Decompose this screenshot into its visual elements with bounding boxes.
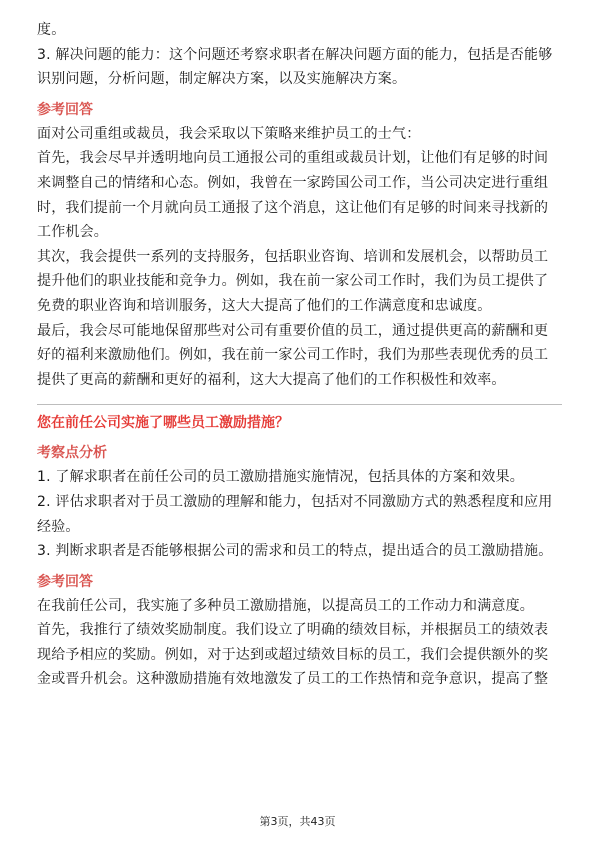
continued-text: 度。	[37, 22, 66, 38]
text-line: 工作机会。	[37, 224, 108, 241]
text-line: 首先，我推行了绩效奖励制度。我们设立了明确的绩效目标，并根据员工的绩效表	[37, 622, 549, 639]
text-line: 面对公司重组或裁员，我会采取以下策略来维护员工的士气：	[37, 125, 421, 142]
text-line: 最后，我会尽可能地保留那些对公司有重要价值的员工，通过提供更高的薪酬和更	[37, 322, 549, 339]
text-line: 首先，我会尽早并透明地向员工通报公司的重组或裁员计划，让他们有足够的时间	[37, 150, 549, 167]
text-line: 3. 解决问题的能力：这个问题还考察求职者在解决问题方面的能力，包括是否能够	[37, 46, 553, 63]
text-line: 提升他们的职业技能和竞争力。例如，我在前一家公司工作时，我们为员工提供了	[37, 273, 549, 290]
text-line: 1. 了解求职者在前任公司的员工激励措施实施情况，包括具体的方案和效果。	[37, 469, 525, 486]
text-line: 识别问题，分析问题，制定解决方案，以及实施解决方案。	[37, 71, 407, 88]
question-heading: 您在前任公司实施了哪些员工激励措施？	[37, 415, 289, 432]
answer-body-2	[37, 594, 562, 692]
text-line: 好的福利来激励他们。例如，我在前一家公司工作时，我们为那些表现优秀的员工	[37, 347, 549, 364]
text-line: 金或晋升机会。这种激励措施有效地激发了员工的工作热情和竞争意识，提高了整	[37, 671, 549, 688]
answer-heading: 参考回答	[37, 573, 93, 590]
text-line: 提供了更高的薪酬和更好的福利，这大大提高了他们的工作积极性和效率。	[37, 371, 506, 388]
text-line: 在我前任公司，我实施了多种员工激励措施，以提高员工的工作动力和满意度。	[37, 597, 534, 614]
answer-heading: 参考回答	[37, 101, 93, 118]
text-line: 其次，我会提供一系列的支持服务，包括职业咨询、培训和发展机会，以帮助员工	[37, 248, 549, 265]
text-line: 3. 判断求职者是否能够根据公司的需求和员工的特点，提出适合的员工激励措施。	[37, 543, 553, 560]
analysis-points	[37, 465, 562, 563]
analysis-heading: 考察点分析	[37, 445, 107, 462]
answer-body-1	[37, 122, 562, 393]
page-footer: 第3页，共43页	[259, 815, 336, 828]
text-line: 经验。	[37, 518, 80, 535]
text-line: 现给予相应的奖励。例如，对于达到或超过绩效目标的员工，我们会提供额外的奖	[37, 646, 549, 663]
text-line: 来调整自己的情绪和心态。例如，我曾在一家跨国公司工作，当公司决定进行重组	[37, 174, 549, 191]
section-divider	[37, 404, 562, 405]
analysis-point-3	[37, 43, 562, 92]
text-line: 时，我们提前一个月就向员工通报了这个消息，这让他们有足够的时间来寻找新的	[37, 199, 549, 216]
text-line: 2. 评估求职者对于员工激励的理解和能力，包括对不同激励方式的熟悉程度和应用	[37, 493, 553, 510]
page-content	[37, 18, 562, 692]
text-line: 免费的职业咨询和培训服务，这大大提高了他们的工作满意度和忠诚度。	[37, 297, 492, 314]
